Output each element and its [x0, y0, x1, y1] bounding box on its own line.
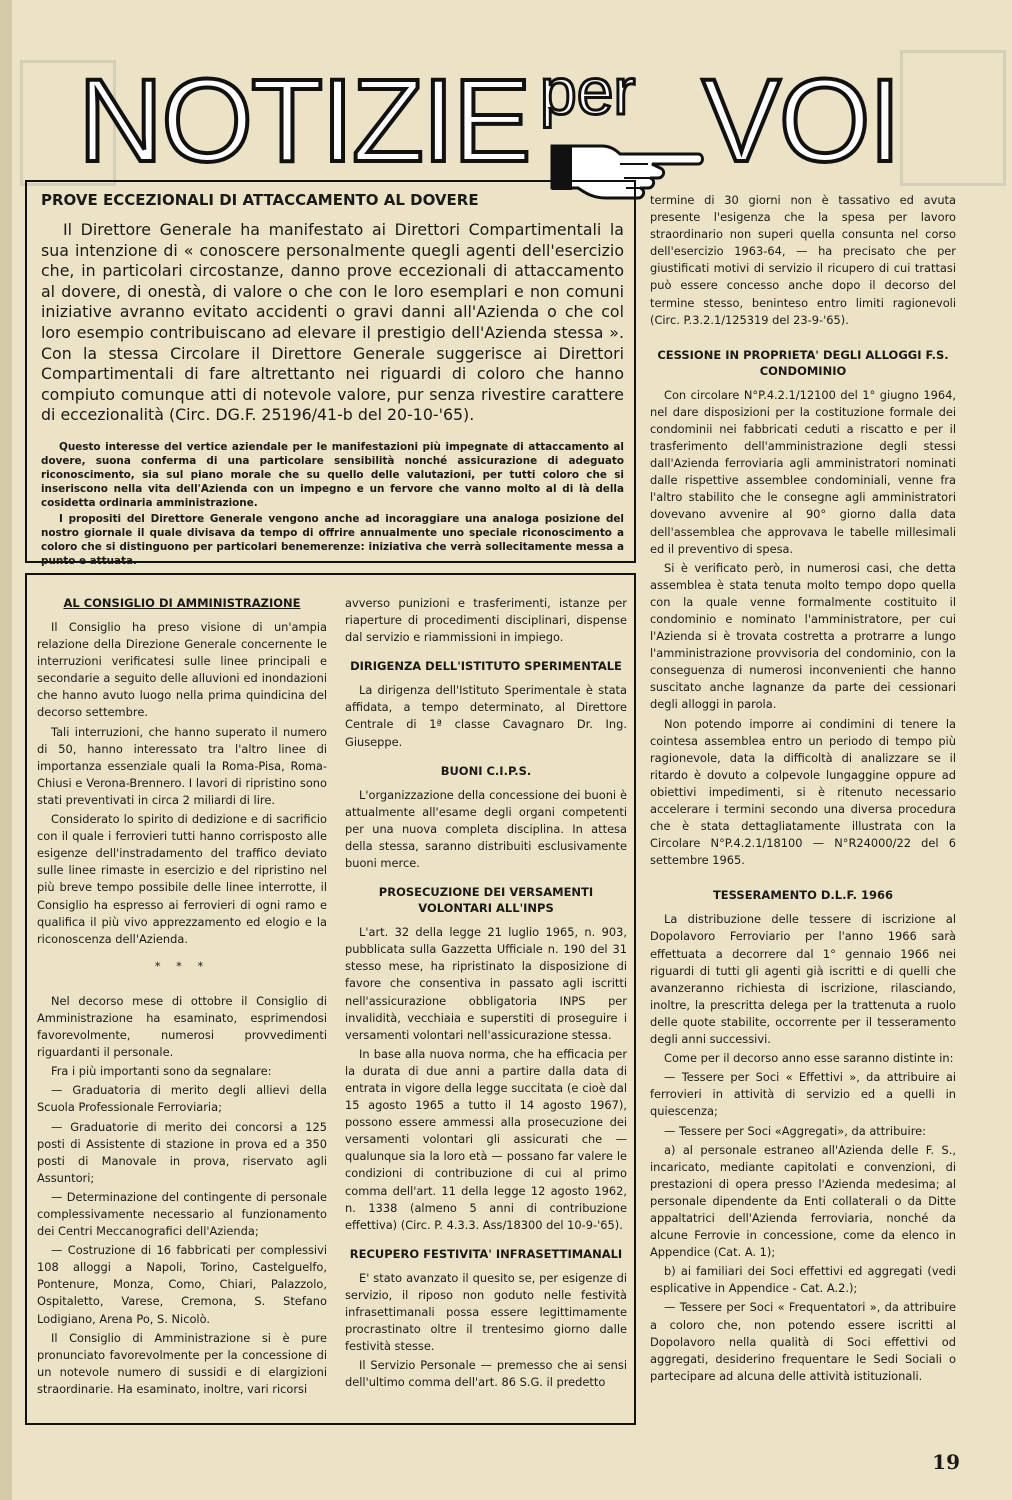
page-number: 19 [932, 1450, 960, 1474]
list-item: — Graduatorie di merito dei concorsi a 125 posti di Assistente di stazione in prova ed a 350 posti di Manovale in prova, riservato agli Assuntori; [37, 1119, 327, 1185]
bleed-through-decoration-right [900, 50, 1006, 186]
lead-note-1: Questo interesse del vertice aziendale per le manifestazioni più impegnate di attaccamento al dovere, suona conferma di una particolare sensibilità nonché assicurazione di adeguato riconoscimento, sia sul piano morale che su quello delle valutazioni, per tutti coloro che si inseriscono nella vita dell'Azienda con un impegno e un fervore che vanno molto al di là della cosidetta ordinaria amministrazione. [41, 440, 624, 509]
right-column [650, 192, 956, 1387]
masthead-notizie: NOTIZIE [78, 55, 530, 187]
paragraph: Il Consiglio ha preso visione di un'ampia relazione della Direzione Generale concernente le interruzioni verificatesi sulle linee principali e secondarie a seguito delle alluvioni ed inondazioni che hanno avuto luogo nella prima quindicina del decorso settembre. [37, 620, 327, 720]
heading-tesseramento: TESSERAMENTO D.L.F. 1966 [712, 888, 894, 903]
middle-column [345, 595, 627, 1393]
lead-article-box [25, 180, 636, 567]
paragraph: L'art. 32 della legge 21 luglio 1965, n. 903, pubblicata sulla Gazzetta Ufficiale n. 190 del 31 stesso mese, ha ripristinato la disposizione di favore che consentiva in passato agli iscritti nell'assicurazione obbligatoria INPS per invalidità, vecchiaia e superstiti di proseguire i versamenti volontari nell'assicurazione stessa. [345, 925, 627, 1042]
paragraph: Nel decorso mese di ottobre il Consiglio di Amministrazione ha esaminato, esprimendosi favorevolmente, numerosi provvedimenti riguardanti il personale. [37, 993, 327, 1060]
paragraph: Si è verificato però, in numerosi casi, che detta assemblea è stata tenuta molto tempo dopo quella con la quale venne formalmente costituito il condominio e nominato l'amministratore, per cui l'Azienda si è trovata costretta a protrarre a lungo l'amministrazione provvisoria del condominio, con la conseguenza di numerosi inconvenienti che hanno suscitato anche lagnanze da parte dei cessionari degli alloggi in parola. [650, 560, 956, 712]
masthead-per: per [540, 54, 636, 128]
lead-note-2: I propositi del Direttore Generale vengono anche ad incoraggiare una analoga posizione del nostro giornale il quale divisava da tempo di offrire annualmente uno speciale riconoscimento a coloro che si distinguono per particolari benemerenze: iniziativa che verrà sollecitamente messa a punto e attuata. [41, 512, 624, 567]
list-item: — Determinazione del contingente di personale complessivamente necessario al funzionamento dei Centri Meccanografici dell'Azienda; [37, 1189, 327, 1239]
paragraph: Come per il decorso anno esse saranno distinte in: [664, 1051, 954, 1066]
masthead-voi: VOI [702, 55, 900, 187]
heading-dirigenza: DIRIGENZA DELL'ISTITUTO SPERIMENTALE [350, 659, 622, 674]
list-item: — Tessere per Soci « Frequentatori », da attribuire a coloro che, non potendo essere iscritti al Dopolavoro nella qualità di Soci effettivi od aggregati, desiderino frequentare le Sedi Sociali o partecipare ad alcuna delle attività istituzionali. [650, 1300, 956, 1383]
paragraph: In base alla nuova norma, che ha efficacia per la durata di due anni a partire dalla data di entrata in vigore della legge succitata (e cioè dal 15 agosto 1965 a tutto il 14 agosto 1967), possono essere ammessi alla prosecuzione dei versamenti volontari gli assicurati che — qualunque sia la loro età — possano far valere le condizioni di contribuzione di cui al primo comma dell'art. 11 della legge 12 agosto 1962, n. 1338 (almeno 5 anni di contribuzione effettiva) (Circ. P. 4.3.3. Ass/18300 del 10-9-'65). [345, 1046, 627, 1232]
heading-consiglio: AL CONSIGLIO DI AMMINISTRAZIONE [63, 596, 301, 610]
paragraph: Il Consiglio di Amministrazione si è pure pronunciato favorevolmente per la concessione di un notevole numero di sussidi e di elargizioni straordinarie. Ha esaminato, inoltre, vari ricorsi [37, 1330, 327, 1396]
paragraph: E' stato avanzato il quesito se, per esigenze di servizio, il riposo non goduto nelle festività infrasettimanali possa essere legittimamente procrastinato oltre il trentesimo giorno dalle festività stesse. [345, 1270, 627, 1354]
paragraph: avverso punizioni e trasferimenti, istanze per riaperture di procedimenti disciplinari, dispense dal servizio e riammissioni in impiego. [345, 596, 627, 645]
left-column [37, 595, 327, 1400]
lead-article [41, 190, 624, 570]
paragraph: Il Servizio Personale — premesso che ai sensi dell'ultimo comma dell'art. 86 S.G. il predetto [345, 1358, 627, 1390]
paragraph: Con circolare N°P.4.2.1/12100 del 1° giugno 1964, nel dare disposizioni per la costituzione formale dei condominii nei fabbricati ceduti a riscatto e per il trasferimento dell'amministrazione degli stessi dall'Azienda ferroviaria agli amministratori nominati dalle rispettive assemblee condominiali, venne fra l'altro stabilito che le consegne agli amministratori dovevano avvenire al 90° giorno dalla data dell'assemblea che approvava le tabelle millesimali ed il preventivo di spesa. [650, 387, 956, 556]
list-item: — Tessere per Soci «Aggregati», da attribuire: [664, 1123, 926, 1138]
paragraph: La distribuzione delle tessere di iscrizione al Dopolavoro Ferroviario per l'anno 1966 sarà effettuata a decorrere dal 1° gennaio 1966 nei riguardi di tutti gli agenti già iscritti e di quelli che avanzeranno richiesta di iscrizione, rilasciando, inoltre, la prescritta delega per la trattenuta a ruolo delle quote stabilite, occorrente per il tesseramento degli anni successivi. [650, 912, 956, 1047]
list-item: — Graduatoria di merito degli allievi della Scuola Professionale Ferroviaria; [37, 1083, 327, 1115]
list-item: — Costruzione di 16 fabbricati per complessivi 108 alloggi a Napoli, Torino, Castelguelfo, Pontenure, Monza, Como, Chiari, Palazzolo, Ospitaletto, Varese, Cremona, S. Stefano Lodigiano, Arena Po, S. Nicolò. [37, 1243, 327, 1326]
heading-prosecuzione: PROSECUZIONE DEI VERSAMENTI VOLONTARI ALL'INPS [378, 885, 594, 916]
page-spine-shadow [0, 0, 12, 1500]
heading-cessione: CESSIONE IN PROPRIETA' DEGLI ALLOGGI F.S. CONDOMINIO [657, 347, 949, 378]
lower-articles-box [25, 573, 636, 1425]
paragraph: L'organizzazione della concessione dei buoni è attualmente all'esame degli organi competenti per una nuova completa disciplina. In attesa della stessa, saranno distribuiti esclusivamente buoni merce. [345, 787, 627, 871]
paragraph: Considerato lo spirito di dedizione e di sacrificio con il quale i ferrovieri tutti hanno corrisposto alle esigenze dell'instradamento del traffico deviato sulle linee rimaste in esercizio e del ripristino nel più breve tempo possibile delle linee interrotte, il Consiglio ha espresso ai ferrovieri di ogni ramo e qualifica il più vivo apprezzamento ed elogio e la riconoscenza dell'Azienda. [37, 812, 327, 946]
list-item: b) ai familiari dei Soci effettivi ed aggregati (vedi esplicative in Appendice - Cat. A.2.); [650, 1264, 956, 1296]
heading-buoni: BUONI C.I.P.S. [440, 763, 532, 778]
heading-recupero: RECUPERO FESTIVITA' INFRASETTIMANALI [349, 1246, 623, 1261]
masthead [78, 40, 898, 190]
lead-body: Il Direttore Generale ha manifestato ai Direttori Compartimentali la sua intenzione di « conoscere personalmente quegli agenti dell'esercizio che, in particolari circostanze, danno prove eccezionali di attaccamento al dovere, di onestà, di valore o che con le loro esemplari e non comuni iniziative avranno evitato accidenti o gravi danni all'Azienda o che col loro esempio contribuiscano ad elevare il prestigio dell'Azienda stessa ». Con la stessa Circolare il Direttore Generale suggerisce ai Direttori Compartimentali di fare altrettanto nei riguardi di coloro che hanno compiuto comunque atti di notevole valore, pur senza rivestire carattere di eccezionalità (Circ. DG.F. 25196/41-b del 20-10-'65). [41, 220, 624, 425]
paragraph: Fra i più importanti sono da segnalare: [51, 1064, 272, 1079]
section-separator-stars: * * * [154, 958, 210, 973]
list-item: a) al personale estraneo all'Azienda delle F. S., incaricato, mediante capitolati e convenzioni, di prestazioni di opera presso l'Azienda medesima; al personale dipendente da Enti collaterali o da Ditte appaltatrici dell'Azienda ferroviaria, nonché da alcune Ferrovie in concessione, come da elenco in Appendice (Cat. A. 1); [650, 1142, 956, 1260]
lead-title: PROVE ECCEZIONALI DI ATTACCAMENTO AL DOVERE [41, 191, 479, 209]
paragraph: termine di 30 giorni non è tassativo ed avuta presente l'esigenza che la spesa per lavoro straordinario non superi quella consunta nel corso dell'esercizio 1963-64, — ha precisato che per giustificati motivi di servizio il ricupero di cui trattasi può essere concesso anche dopo il decorso del termine stesso, beninteso entro limiti ragionevoli (Circ. P.3.2.1/125319 del 23-9-'65). [650, 193, 956, 327]
paragraph: Non potendo imporre ai condimini di tenere la cointesa assemblea entro un periodo di tempo più ragionevole, data la difficoltà di analizzare se il ritardo è dovuto a colpevole lungaggine oppure ad obiettivi impedimenti, si è ritenuto necessario accelerare i termini secondo una diversa procedura che è stata dettagliatamente illustrata con la Circolare N°P.4.2.1/18100 — N°R24000/22 del 6 settembre 1965. [650, 716, 956, 868]
list-item: — Tessere per Soci « Effettivi », da attribuire ai ferrovieri in attività di servizio ed a quelli in quiescenza; [650, 1070, 956, 1119]
paragraph: La dirigenza dell'Istituto Sperimentale è stata affidata, a tempo determinato, al Direttore Centrale di 1ª classe Cavagnaro Dr. Ing. Giuseppe. [345, 683, 627, 749]
paragraph: Tali interruzioni, che hanno superato il numero di 50, hanno interessato tra l'altro linee di importanza essenziale quali la Roma-Pisa, Roma-Chiusi e Verona-Brennero. I lavori di ripristino sono stati preventivati in circa 2 miliardi di lire. [37, 724, 327, 807]
